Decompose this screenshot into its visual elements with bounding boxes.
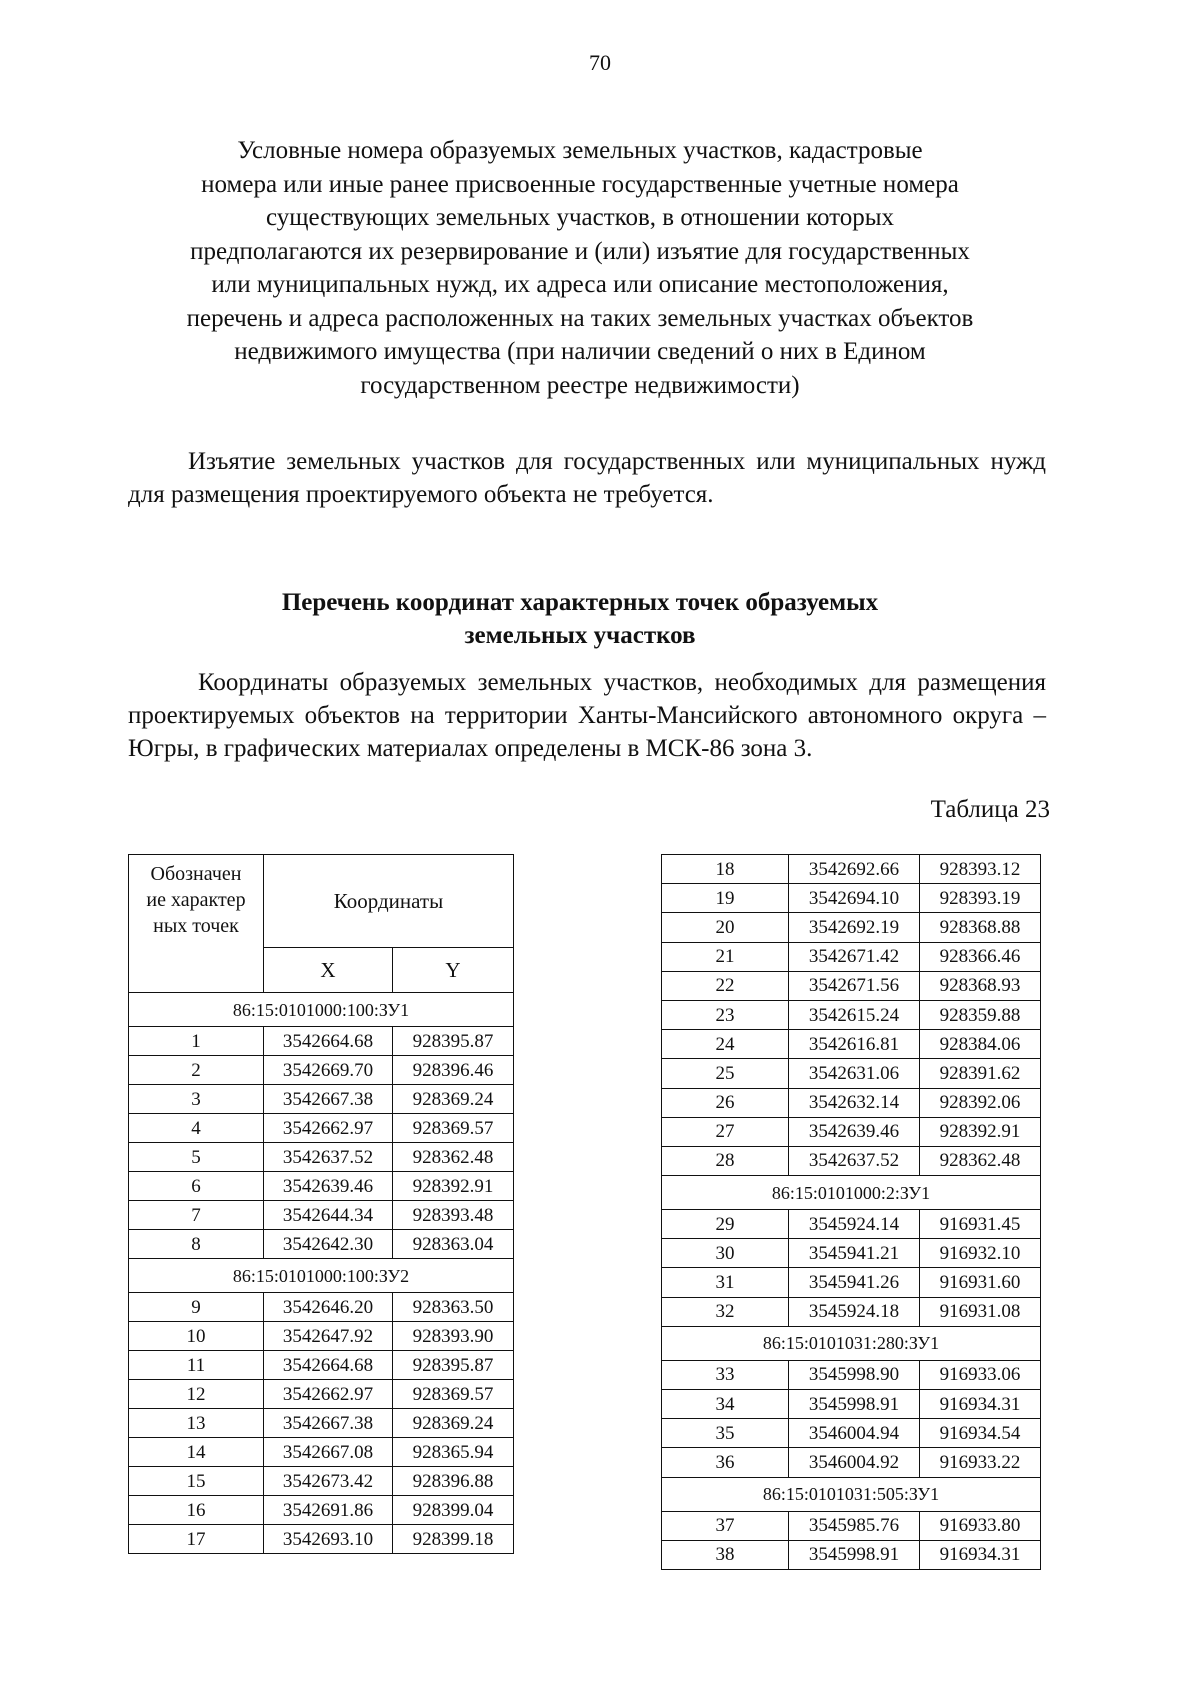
point-number: 28	[662, 1146, 789, 1175]
table-right-body	[662, 855, 1041, 1570]
x-coordinate: 3542632.14	[789, 1088, 920, 1117]
table-left-body	[129, 993, 514, 1554]
table-row	[662, 1360, 1041, 1389]
point-number: 5	[129, 1143, 264, 1172]
y-coordinate: 928368.88	[920, 913, 1041, 942]
table-row	[662, 855, 1041, 884]
x-coordinate: 3545941.26	[789, 1268, 920, 1297]
table-row	[129, 1438, 514, 1467]
x-coordinate: 3542637.52	[264, 1143, 393, 1172]
x-coordinate: 3542637.52	[789, 1146, 920, 1175]
point-number: 9	[129, 1293, 264, 1322]
point-number: 36	[662, 1448, 789, 1477]
y-coordinate: 916933.06	[920, 1360, 1041, 1389]
table-row	[662, 1511, 1041, 1540]
y-coordinate: 916933.80	[920, 1511, 1041, 1540]
x-coordinate: 3542646.20	[264, 1293, 393, 1322]
point-number: 23	[662, 1000, 789, 1029]
y-coordinate: 928395.87	[393, 1351, 514, 1380]
point-number: 6	[129, 1172, 264, 1201]
x-coordinate: 3542669.70	[264, 1056, 393, 1085]
coordinates-table-right	[661, 854, 1041, 1570]
y-coordinate: 928393.90	[393, 1322, 514, 1351]
coordinates-table-left	[128, 854, 514, 1554]
y-coordinate: 928395.87	[393, 1027, 514, 1056]
x-coordinate: 3542631.06	[789, 1059, 920, 1088]
point-label-text: Обозначение характерных точек	[146, 863, 246, 937]
point-number: 26	[662, 1088, 789, 1117]
table-row	[129, 1056, 514, 1085]
y-coordinate: 928396.46	[393, 1056, 514, 1085]
heading-block	[120, 134, 1040, 402]
section-title-line: Перечень координат характерных точек образуемых	[281, 589, 879, 616]
heading-line: Условные номера образуемых земельных участков, кадастровые	[237, 137, 923, 164]
x-coordinate: 3542616.81	[789, 1030, 920, 1059]
y-coordinate: 916931.45	[920, 1210, 1041, 1239]
plot-group-row	[129, 993, 514, 1027]
table-row	[662, 1239, 1041, 1268]
plot-cadastral-number: 86:15:0101000:2:ЗУ1	[662, 1176, 1041, 1210]
y-coordinate: 916933.22	[920, 1448, 1041, 1477]
x-coordinate: 3545924.18	[789, 1297, 920, 1326]
table-row	[662, 1210, 1041, 1239]
point-number: 7	[129, 1201, 264, 1230]
table-row	[129, 1467, 514, 1496]
point-number: 18	[662, 855, 789, 884]
table-row	[129, 1114, 514, 1143]
table-row	[129, 1525, 514, 1554]
section-title	[120, 586, 1040, 652]
x-coordinate: 3542673.42	[264, 1467, 393, 1496]
y-coordinate: 928369.24	[393, 1085, 514, 1114]
table-row	[662, 1000, 1041, 1029]
point-number: 11	[129, 1351, 264, 1380]
table-row	[662, 1030, 1041, 1059]
point-number: 14	[129, 1438, 264, 1467]
x-coordinate: 3542691.86	[264, 1496, 393, 1525]
x-header: X	[264, 948, 393, 993]
y-coordinate: 928393.48	[393, 1201, 514, 1230]
x-coordinate: 3542639.46	[789, 1117, 920, 1146]
x-coordinate: 3542642.30	[264, 1230, 393, 1259]
y-coordinate: 916931.60	[920, 1268, 1041, 1297]
point-number: 29	[662, 1210, 789, 1239]
coordinates-header: Координаты	[264, 855, 514, 948]
table-row	[129, 1143, 514, 1172]
point-number: 8	[129, 1230, 264, 1259]
y-coordinate: 928384.06	[920, 1030, 1041, 1059]
point-number: 21	[662, 942, 789, 971]
y-coordinate: 928392.06	[920, 1088, 1041, 1117]
table-caption: Таблица 23	[930, 796, 1050, 823]
y-coordinate: 916934.54	[920, 1419, 1041, 1448]
x-coordinate: 3542647.92	[264, 1322, 393, 1351]
table-row	[662, 1448, 1041, 1477]
x-coordinate: 3542693.10	[264, 1525, 393, 1554]
heading-line: недвижимого имущества (при наличии сведений о них в Едином	[234, 338, 926, 365]
x-coordinate: 3545998.91	[789, 1390, 920, 1419]
point-number: 10	[129, 1322, 264, 1351]
x-coordinate: 3542664.68	[264, 1027, 393, 1056]
table-row	[662, 1540, 1041, 1569]
plot-cadastral-number: 86:15:0101031:505:ЗУ1	[662, 1477, 1041, 1511]
y-coordinate: 928393.12	[920, 855, 1041, 884]
x-coordinate: 3542615.24	[789, 1000, 920, 1029]
point-number: 13	[129, 1409, 264, 1438]
heading-line: существующих земельных участков, в отношении которых	[265, 204, 895, 231]
plot-group-row	[662, 1326, 1041, 1360]
y-coordinate: 928369.57	[393, 1380, 514, 1409]
plot-cadastral-number: 86:15:0101031:280:ЗУ1	[662, 1326, 1041, 1360]
x-coordinate: 3542662.97	[264, 1380, 393, 1409]
x-coordinate: 3542644.34	[264, 1201, 393, 1230]
point-number: 22	[662, 971, 789, 1000]
table-row	[662, 1390, 1041, 1419]
x-coordinate: 3542667.38	[264, 1085, 393, 1114]
y-coordinate: 928392.91	[393, 1172, 514, 1201]
y-coordinate: 916932.10	[920, 1239, 1041, 1268]
table-row	[662, 913, 1041, 942]
table-row	[662, 1297, 1041, 1326]
point-number: 33	[662, 1360, 789, 1389]
point-number: 15	[129, 1467, 264, 1496]
x-coordinate: 3542694.10	[789, 884, 920, 913]
x-coordinate: 3545924.14	[789, 1210, 920, 1239]
y-coordinate: 928368.93	[920, 971, 1041, 1000]
x-coordinate: 3542692.19	[789, 913, 920, 942]
point-number: 27	[662, 1117, 789, 1146]
x-coordinate: 3545998.90	[789, 1360, 920, 1389]
heading-line: номера или иные ранее присвоенные государственные учетные номера	[201, 170, 959, 198]
point-number: 31	[662, 1268, 789, 1297]
y-coordinate: 928362.48	[920, 1146, 1041, 1175]
table-row	[129, 1293, 514, 1322]
x-coordinate: 3542662.97	[264, 1114, 393, 1143]
y-header: Y	[393, 948, 514, 993]
point-number: 1	[129, 1027, 264, 1056]
table-row	[129, 1085, 514, 1114]
x-coordinate: 3546004.94	[789, 1419, 920, 1448]
section-title-line: земельных участков	[464, 622, 696, 649]
point-number: 38	[662, 1540, 789, 1569]
point-number: 19	[662, 884, 789, 913]
y-coordinate: 928396.88	[393, 1467, 514, 1496]
y-coordinate: 928399.04	[393, 1496, 514, 1525]
point-number: 25	[662, 1059, 789, 1088]
y-coordinate: 928366.46	[920, 942, 1041, 971]
x-coordinate: 3542667.08	[264, 1438, 393, 1467]
x-coordinate: 3546004.92	[789, 1448, 920, 1477]
table-row	[129, 1496, 514, 1525]
table-row	[662, 942, 1041, 971]
point-number: 37	[662, 1511, 789, 1540]
y-coordinate: 916931.08	[920, 1297, 1041, 1326]
plot-cadastral-number: 86:15:0101000:100:ЗУ2	[129, 1259, 514, 1293]
point-label-header	[129, 855, 264, 993]
plot-group-row	[662, 1477, 1041, 1511]
y-coordinate: 928365.94	[393, 1438, 514, 1467]
table-row	[662, 1268, 1041, 1297]
plot-cadastral-number: 86:15:0101000:100:ЗУ1	[129, 993, 514, 1027]
y-coordinate: 928363.50	[393, 1293, 514, 1322]
plot-group-row	[662, 1176, 1041, 1210]
point-number: 35	[662, 1419, 789, 1448]
table-row	[662, 1117, 1041, 1146]
point-number: 17	[129, 1525, 264, 1554]
x-coordinate: 3545985.76	[789, 1511, 920, 1540]
point-number: 16	[129, 1496, 264, 1525]
y-coordinate: 928393.19	[920, 884, 1041, 913]
heading-line: предполагаются их резервирование и (или) изъятие для государственных	[190, 237, 970, 265]
heading-line: или муниципальных нужд, их адреса или описание местоположения,	[211, 271, 949, 298]
point-number: 34	[662, 1390, 789, 1419]
y-coordinate: 928362.48	[393, 1143, 514, 1172]
point-number: 3	[129, 1085, 264, 1114]
x-coordinate: 3542671.56	[789, 971, 920, 1000]
table-row	[129, 1027, 514, 1056]
table-row	[129, 1172, 514, 1201]
y-coordinate: 928392.91	[920, 1117, 1041, 1146]
table-row	[129, 1201, 514, 1230]
table-row	[662, 1146, 1041, 1175]
table-row	[662, 1088, 1041, 1117]
table-row	[662, 884, 1041, 913]
point-number: 30	[662, 1239, 789, 1268]
y-coordinate: 916934.31	[920, 1540, 1041, 1569]
table-row	[662, 1059, 1041, 1088]
x-coordinate: 3545998.91	[789, 1540, 920, 1569]
y-coordinate: 928363.04	[393, 1230, 514, 1259]
y-coordinate: 928399.18	[393, 1525, 514, 1554]
page-number: 70	[589, 50, 611, 75]
heading-line: государственном реестре недвижимости)	[360, 371, 800, 399]
point-number: 2	[129, 1056, 264, 1085]
table-row	[129, 1230, 514, 1259]
y-coordinate: 916934.31	[920, 1390, 1041, 1419]
x-coordinate: 3542639.46	[264, 1172, 393, 1201]
y-coordinate: 928369.24	[393, 1409, 514, 1438]
point-number: 4	[129, 1114, 264, 1143]
x-coordinate: 3542671.42	[789, 942, 920, 971]
plot-group-row	[129, 1259, 514, 1293]
table-row	[662, 971, 1041, 1000]
table-row	[662, 1419, 1041, 1448]
coordinates-paragraph: Координаты образуемых земельных участков, необходимых для размещения проектируемых объектов на территории Ханты-Мансийского автономного округа – Югры, в графических материалах определены в МСК-86 зона 3.	[128, 669, 1046, 762]
y-coordinate: 928369.57	[393, 1114, 514, 1143]
table-row	[129, 1409, 514, 1438]
x-coordinate: 3542667.38	[264, 1409, 393, 1438]
y-coordinate: 928359.88	[920, 1000, 1041, 1029]
point-number: 32	[662, 1297, 789, 1326]
table-row	[129, 1322, 514, 1351]
x-coordinate: 3542692.66	[789, 855, 920, 884]
y-coordinate: 928391.62	[920, 1059, 1041, 1088]
point-number: 24	[662, 1030, 789, 1059]
x-coordinate: 3542664.68	[264, 1351, 393, 1380]
table-row	[129, 1380, 514, 1409]
x-coordinate: 3545941.21	[789, 1239, 920, 1268]
point-number: 20	[662, 913, 789, 942]
point-number: 12	[129, 1380, 264, 1409]
withdrawal-paragraph: Изъятие земельных участков для государственных или муниципальных нужд для размещения проектируемого объекта не требуется.	[128, 448, 1046, 508]
heading-line: перечень и адреса расположенных на таких земельных участках объектов	[186, 304, 974, 332]
table-row	[129, 1351, 514, 1380]
